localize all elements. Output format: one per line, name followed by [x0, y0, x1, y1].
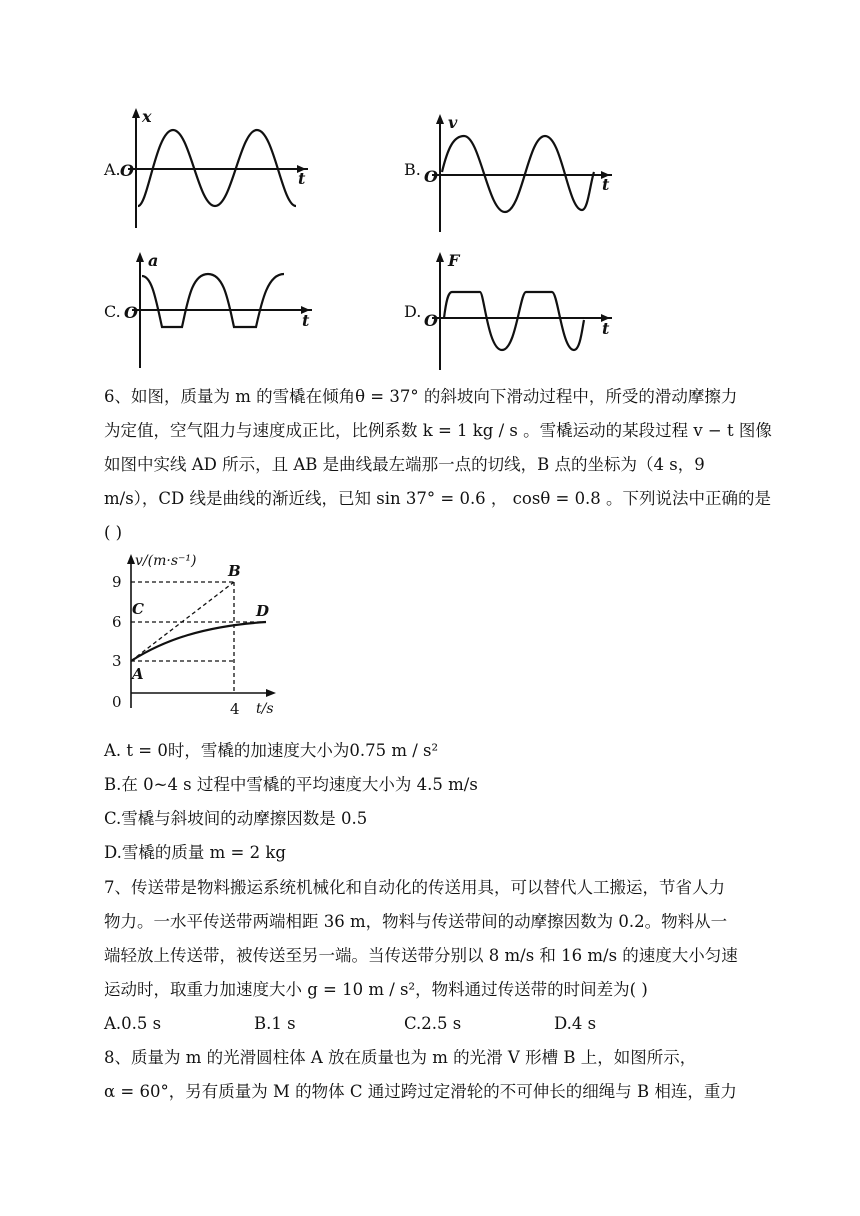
q7-stem-line-1: 7、传送带是物料搬运系统机械化和自动化的传送用具，可以替代人工搬运，节省人力 — [104, 878, 725, 897]
q7-stem-line-3: 端轻放上传送带，被传送至另一端。当传送带分别以 8 m/s 和 16 m/s 的速度大小匀速 — [104, 946, 738, 965]
q6-option-b: B.在 0~4 s 过程中雪橇的平均速度大小为 4.5 m/s — [104, 775, 478, 794]
q6-graph-tick-3: 3 — [112, 652, 122, 670]
q6-graph-tick-0: 0 — [112, 693, 122, 711]
q6-option-d: D.雪橇的质量 m = 2 kg — [104, 843, 286, 862]
q7-option-b: B.1 s — [254, 1014, 296, 1033]
q7-option-d: D.4 s — [554, 1014, 597, 1033]
q6-point-d: D — [256, 602, 270, 620]
q6-graph-tick-6: 6 — [112, 613, 122, 631]
graph-d-x-axis-label: t — [602, 319, 610, 338]
q6-graph-tick-9: 9 — [112, 573, 122, 591]
option-a-label: A. — [104, 160, 121, 179]
q8-stem-line-1: 8、质量为 m 的光滑圆柱体 A 放在质量也为 m 的光滑 V 形槽 B 上，如图所示， — [104, 1048, 697, 1067]
q7-option-a: A.0.5 s — [104, 1014, 162, 1033]
q6-point-c: C — [132, 600, 144, 618]
graph-b-origin-label: O — [424, 167, 438, 186]
option-b-label: B. — [404, 160, 421, 179]
q6-point-b: B — [228, 562, 241, 580]
graph-b-y-axis-label: v — [448, 113, 458, 132]
q6-option-a: A. t = 0时，雪橇的加速度大小为0.75 m / s² — [104, 741, 439, 760]
graph-b-v-t — [422, 112, 612, 242]
graph-c-x-axis-label: t — [302, 311, 310, 330]
graph-a-y-axis-label: x — [142, 107, 152, 126]
q8-stem-line-2: α = 60°，另有质量为 M 的物体 C 通过跨过定滑轮的不可伸长的细绳与 B 相连，重力 — [104, 1082, 737, 1101]
q6-point-a: A — [132, 665, 144, 683]
q7-stem-line-4: 运动时，取重力加速度大小 g = 10 m / s²，物料通过传送带的时间差为( ) — [104, 980, 648, 999]
option-d-label: D. — [404, 302, 422, 321]
graph-a-origin-label: O — [120, 161, 134, 180]
q6-graph-tick-x-4: 4 — [230, 700, 240, 718]
q7-option-c: C.2.5 s — [404, 1014, 462, 1033]
graph-d-y-axis-label: F — [448, 251, 460, 270]
graph-c-a-t — [122, 250, 312, 380]
q6-option-c: C.雪橇与斜坡间的动摩擦因数是 0.5 — [104, 809, 368, 828]
q6-stem-line-1: 6、如图，质量为 m 的雪橇在倾角θ = 37° 的斜坡向下滑动过程中，所受的滑动摩擦力 — [104, 387, 738, 406]
graph-c-origin-label: O — [124, 303, 138, 322]
q6-stem-line-3: 如图中实线 AD 所示，且 AB 是曲线最左端那一点的切线，B 点的坐标为（4 s，9 — [104, 455, 705, 474]
graph-c-y-axis-label: a — [148, 251, 159, 270]
option-c-label: C. — [104, 302, 121, 321]
q6-stem-line-4: m/s），CD 线是曲线的渐近线，已知 sin 37° = 0.6 ， cosθ = 0.8 。下列说法中正确的是 — [104, 489, 772, 508]
q6-graph-x-label: t/s — [256, 701, 274, 717]
graph-a-x-t — [118, 106, 308, 236]
graph-a-x-axis-label: t — [298, 169, 306, 188]
q6-graph-y-label: v/(m·s⁻¹) — [135, 553, 197, 569]
graph-d-f-t — [422, 250, 612, 380]
graph-b-x-axis-label: t — [602, 175, 610, 194]
q7-stem-line-2: 物力。一水平传送带两端相距 36 m，物料与传送带间的动摩擦因数为 0.2。物料从一 — [104, 912, 728, 931]
graph-d-origin-label: O — [424, 311, 438, 330]
q6-stem-line-5: ( ) — [104, 523, 123, 542]
q6-stem-line-2: 为定值，空气阻力与速度成正比，比例系数 k = 1 kg / s 。雪橇运动的某段过程 v − t 图像 — [104, 421, 772, 440]
q6-vt-graph — [104, 548, 304, 718]
